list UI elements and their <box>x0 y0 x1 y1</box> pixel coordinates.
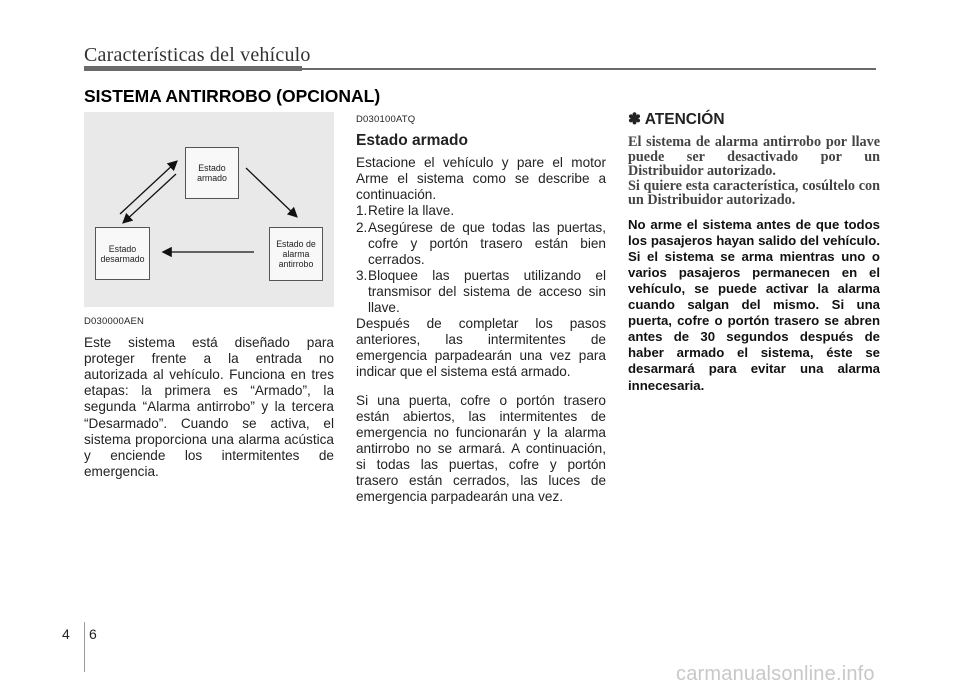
page-header-title: Características del vehículo <box>84 44 311 66</box>
arrow-disarmed-to-armed <box>120 162 176 214</box>
step-text: Bloquee las puertas utilizando el transmisor del sistema de acceso sin llave. <box>368 267 606 316</box>
attention-heading: ✽ ATENCIÓN <box>628 111 725 128</box>
step-text: Retire la llave. <box>368 203 455 219</box>
arrow-armed-to-alarm <box>246 168 296 216</box>
chapter-number: 4 <box>62 626 70 642</box>
list-item <box>356 220 606 268</box>
attention-warning: No arme el sistema antes de que todos los pasajeros hayan salido del vehículo. Si el sistema se arma mientras uno o varios pasajeros permanecen en el vehículo, se puede activar la alarma cuando salgan del mismo. Si una puerta, cofre o portón trasero se abren antes de 30 segundos después de haber armado el sistema, éste se desarmará para evitar una alarma innecesaria. <box>628 216 880 393</box>
step-number: 3. <box>356 267 368 283</box>
watermark: carmanualsonline.info <box>676 663 875 685</box>
column-right <box>628 112 880 394</box>
footer-divider <box>84 622 85 672</box>
column-left <box>84 112 334 480</box>
list-item <box>356 268 606 316</box>
section-title: SISTEMA ANTIRROBO (OPCIONAL) <box>84 86 381 106</box>
open-door-paragraph: Si una puerta, cofre o portón trasero están abiertos, las intermitentes de emergencia no funcionarán y la alarma antirrobo no se armará. A continuación, si todas las puertas, cofre y portón trasero están cerrados, las luces de emergencia parpadearán una vez. <box>356 392 606 505</box>
state-armed-box <box>185 147 239 199</box>
arrow-armed-to-disarmed <box>124 174 176 222</box>
state-disarmed-box <box>95 227 150 280</box>
steps-list <box>356 203 606 316</box>
attention-note: El sistema de alarma antirrobo por llave puede ser desactivado por un Distribuidor autorizado. Si quiere esta característica, cosúltelo con un Distribuidor autorizado. <box>628 134 880 209</box>
subheading-armed-state: Estado armado <box>356 132 468 150</box>
armed-intro-paragraph: Estacione el vehículo y pare el motor Arme el sistema como se describe a continuación. <box>356 155 606 203</box>
armed-confirm-paragraph: Después de completar los pasos anteriores, las intermitentes de emergencia parpadearán una vez para indicar que el sistema está armado. <box>356 316 606 380</box>
alarm-state-diagram <box>84 112 334 307</box>
column-middle <box>356 112 606 505</box>
header-rule-thin <box>302 68 876 70</box>
step-text: Asegúrese de que todas las puertas, cofre y portón trasero están bien cerrados. <box>368 219 606 267</box>
intro-paragraph: Este sistema está diseñado para proteger frente a la entrada no autorizada al vehículo. Funciona en tres etapas: la primera es “Armado”, la segunda “Alarma antirrobo” y la tercera “Desarmado”. Cuando se activa, el sistema proporciona una alarma acústica y enciende los intermitentes de emergencia. <box>84 335 334 479</box>
state-disarmed-label: Estado desarmado <box>100 243 145 264</box>
page-number: 6 <box>89 626 97 642</box>
state-alarm-label: Estado de alarma antirrobo <box>276 239 316 269</box>
state-alarm-box <box>269 227 323 281</box>
step-number: 1. <box>356 203 368 219</box>
list-item <box>356 203 606 219</box>
step-number: 2. <box>356 219 368 235</box>
state-armed-label: Estado armado <box>197 163 227 183</box>
doc-code: D030100ATQ <box>356 114 416 125</box>
doc-code: D030000AEN <box>84 316 145 327</box>
header-rule-thick <box>84 66 302 71</box>
